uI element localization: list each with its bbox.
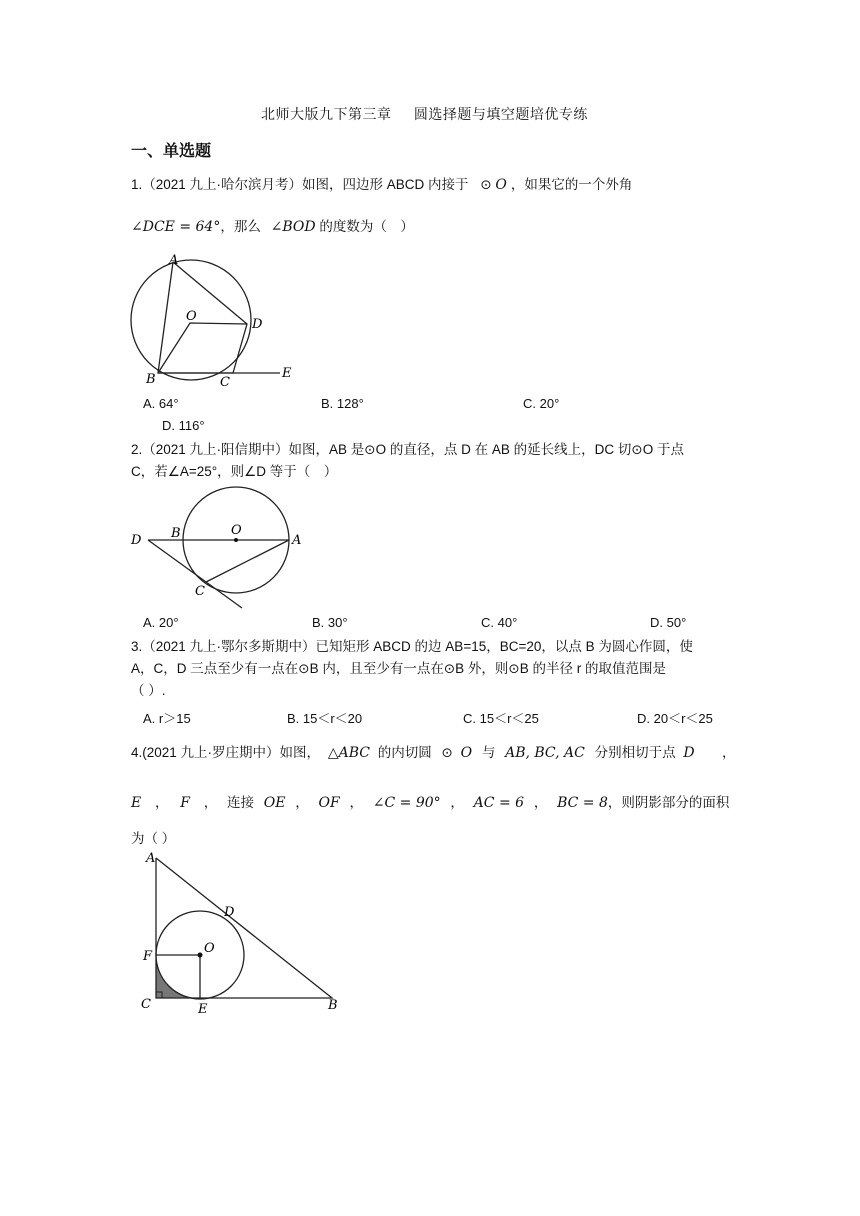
q2-text-1: 如图，AB 是⊙O 的直径，点 D 在 AB 的延长线上，DC 切⊙O 于点 xyxy=(288,442,684,457)
q1-number: 1. xyxy=(131,177,143,192)
q1-circle-o: O xyxy=(495,177,507,193)
q4-source: (2021 九上·罗庄期中） xyxy=(142,745,280,760)
q2-source: （2021 九上·阳信期中） xyxy=(142,442,289,457)
q4-of: OF xyxy=(318,795,340,811)
q4-comma-3: ， xyxy=(203,795,218,810)
q4-angle-c: ∠C = 90° xyxy=(372,795,441,811)
q4-point-d: D xyxy=(683,745,695,761)
q3-number: 3. xyxy=(131,639,143,654)
circle-symbol: ⊙ xyxy=(441,745,453,760)
q1-label-a: A xyxy=(169,253,179,268)
q4-text-e: 连接 xyxy=(227,795,255,810)
q4-point-f: F xyxy=(180,795,190,811)
q1-label-o: O xyxy=(186,309,197,324)
q2-label-a: A xyxy=(292,533,302,548)
q1-figure xyxy=(128,250,298,390)
q4-number: 4. xyxy=(131,745,143,760)
q2-option-c[interactable]: C. 40° xyxy=(481,615,518,630)
q4-label-d: D xyxy=(224,905,235,920)
q1-text-d: 的度数为（ ） xyxy=(319,219,414,234)
q4-label-o: O xyxy=(204,941,215,956)
q4-comma-7: ， xyxy=(533,795,548,810)
q3-text-1: 已知矩形 ABCD 的边 AB=15，BC=20，以点 B 为圆心作圆，使 xyxy=(315,639,693,654)
q1-option-c[interactable]: C. 20° xyxy=(523,396,560,411)
q4-point-e: E xyxy=(131,795,142,811)
q2-option-a[interactable]: A. 20° xyxy=(143,615,179,630)
q4-label-c: C xyxy=(141,997,151,1012)
q1-option-d[interactable]: D. 116° xyxy=(162,418,205,433)
q1-text-c: ，那么 xyxy=(220,219,261,234)
q1-option-b[interactable]: B. 128° xyxy=(321,396,364,411)
q3-option-a[interactable]: A. r＞15 xyxy=(143,711,191,726)
q4-figure xyxy=(136,848,346,1020)
q4-label-e: E xyxy=(198,1002,208,1017)
q2-line1 xyxy=(131,439,684,461)
q4-label-a: A xyxy=(146,851,156,866)
q4-comma-6: ， xyxy=(450,795,464,810)
q2-number: 2. xyxy=(131,442,143,457)
q4-comma-1: ， xyxy=(722,745,736,760)
circle-symbol: ⊙ xyxy=(480,177,492,192)
q4-text-b: 的内切圆 xyxy=(377,745,432,760)
q1-angle-dce: ∠DCE = 64° xyxy=(131,219,221,235)
q4-comma-4: ， xyxy=(295,795,309,810)
q4-text-d: 分别相切于点 xyxy=(594,745,676,760)
q3-source: （2021 九上·鄂尔多斯期中） xyxy=(142,639,316,654)
q1-label-d: D xyxy=(252,317,263,332)
q4-sides: AB, BC, AC xyxy=(505,745,585,761)
q1-text-a: 如图，四边形 ABCD 内接于 xyxy=(302,177,469,192)
q1-angle-bod: ∠BOD xyxy=(270,219,316,235)
title-sub: 圆选择题与填空题培优专练 xyxy=(413,106,588,122)
q4-comma-2: ， xyxy=(155,795,169,810)
q2-option-b[interactable]: B. 30° xyxy=(312,615,348,630)
q4-triangle: △ABC xyxy=(327,745,370,761)
q1-source: （2021 九上·哈尔滨月考） xyxy=(142,177,303,192)
q4-label-b: B xyxy=(328,998,338,1013)
q1-line1 xyxy=(131,174,632,196)
q4-circle-o: O xyxy=(460,745,473,761)
q1-text-b: ，如果它的一个外角 xyxy=(510,177,633,192)
q4-line2 xyxy=(131,792,729,814)
section-heading: 一、单选题 xyxy=(131,143,212,160)
q2-label-c: C xyxy=(195,584,205,599)
title-main: 北师大版九下第三章 xyxy=(261,106,392,122)
q1-label-b: B xyxy=(146,372,156,387)
q1-label-c: C xyxy=(220,375,230,390)
q4-comma-5: ， xyxy=(349,795,363,810)
q1-option-a[interactable]: A. 64° xyxy=(143,396,179,411)
q4-label-f: F xyxy=(143,949,153,964)
page-title xyxy=(261,104,588,124)
q2-option-d[interactable]: D. 50° xyxy=(650,615,687,630)
q2-line2: C，若∠A=25°，则∠D 等于（ ） xyxy=(131,464,338,479)
q2-figure xyxy=(128,483,313,613)
q4-ac: AC = 6 xyxy=(473,795,525,811)
q3-option-c[interactable]: C. 15＜r＜25 xyxy=(463,711,539,726)
q3-option-d[interactable]: D. 20＜r＜25 xyxy=(637,711,713,726)
q4-text-a: 如图， xyxy=(279,745,321,760)
q2-label-o: O xyxy=(231,523,242,538)
q4-bc: BC = 8 xyxy=(557,795,608,811)
q3-option-b[interactable]: B. 15＜r＜20 xyxy=(287,711,363,726)
q1-line2 xyxy=(131,216,414,238)
q3-line3: （ ）. xyxy=(131,683,166,698)
q2-label-d: D xyxy=(131,533,142,548)
q4-text-f: ，则阴影部分的面积 xyxy=(607,795,730,810)
q4-line3: 为（ ） xyxy=(131,831,176,846)
q2-label-b: B xyxy=(171,526,181,541)
q4-text-c: 与 xyxy=(481,745,496,760)
q3-line2: A，C，D 三点至少有一点在⊙B 内，且至少有一点在⊙B 外，则⊙B 的半径 r 的取值范围是 xyxy=(131,661,666,676)
q4-line1 xyxy=(131,742,695,764)
q4-oe: OE xyxy=(263,795,286,811)
q3-line1 xyxy=(131,636,693,658)
q1-label-e: E xyxy=(282,366,292,381)
